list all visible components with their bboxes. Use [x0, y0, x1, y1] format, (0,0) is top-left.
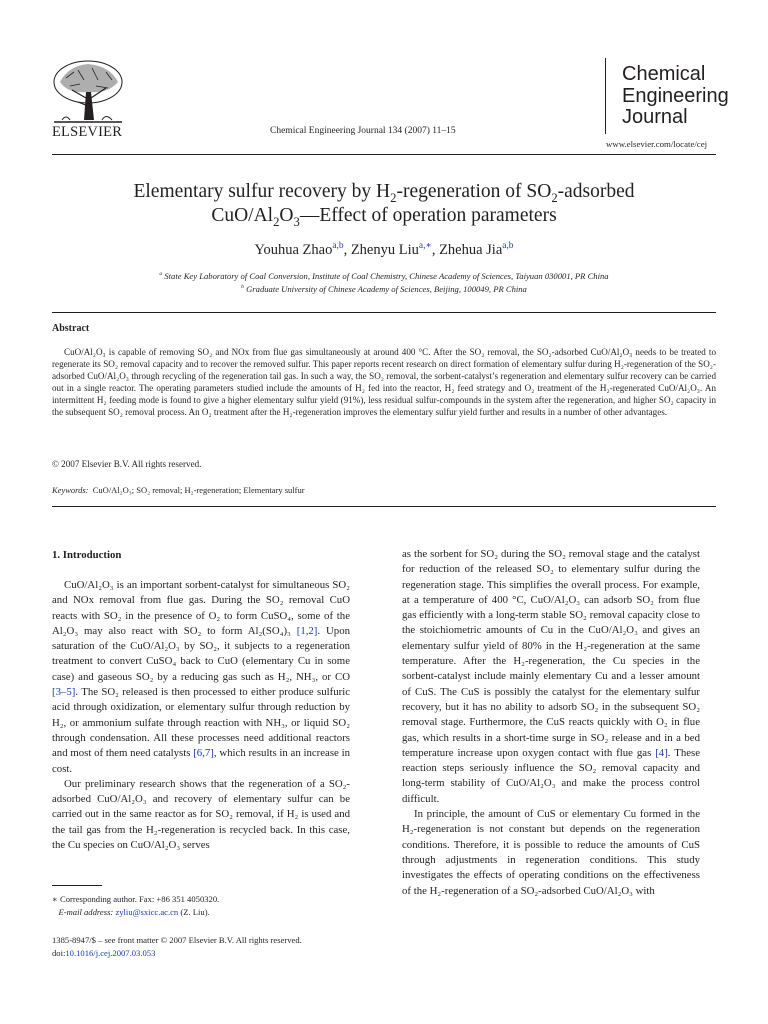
doi-link[interactable]: 10.1016/j.cej.2007.03.053	[65, 947, 156, 958]
citation-link[interactable]: [6,7]	[193, 747, 214, 760]
journal-title-rule	[605, 58, 606, 134]
elsevier-tree-logo	[48, 58, 128, 128]
affiliation-b: $^b$ Graduate University of Chinese Academy of Sciences, Beijing, 100049, PR China	[241, 284, 527, 294]
author-affil-link[interactable]: a,b	[332, 241, 344, 252]
citation-link[interactable]: [3–5]	[52, 686, 76, 699]
journal-title: Chemical Engineering Journal	[622, 63, 729, 128]
author-list: Youhua Zhao$^{a,b}$, Zhenyu Liu$^{a,∗}$, Zhehua Jia$^{a,b}$	[254, 241, 514, 258]
author-affil-link[interactable]: a,∗	[418, 241, 432, 252]
corresponding-author-footnote: ∗ Corresponding author. Fax: +86 351 4050320. E-mail address: zyliu@sxicc.ac.cn (Z. Liu).	[52, 894, 220, 917]
footnote-rule	[52, 885, 102, 886]
citation-link[interactable]: [4]	[655, 746, 668, 759]
author-name: Zhehua Jia	[439, 242, 503, 258]
author-affil-link[interactable]: a,b	[502, 241, 514, 252]
abstract-divider-top	[52, 312, 716, 313]
paragraph: Our preliminary research shows that the regeneration of a SO₂-adsorbed CuO/Al₂O₃ and recovery of elementary sulfur can be carried out in the same reactor as for SO₂ removal, if H₂ is used and the tail gas from the H₂-regeneration is recycled back. In this case, the Cu species on CuO/Al₂O₃ serves	[52, 777, 350, 852]
citation-link[interactable]: [1,2]	[296, 624, 318, 637]
abstract-copyright: © 2007 Elsevier B.V. All rights reserved.	[52, 459, 202, 469]
affiliation-a: $^a$ State Key Laboratory of Coal Conversion, Institute of Coal Chemistry, Chinese Academy of Sciences, Taiyuan 030001, PR China	[159, 271, 609, 281]
paragraph: CuO/Al₂O₃ is an important sorbent-catalyst for simultaneous SO₂ and NOx removal from flue gas. During the SO₂ removal CuO reacts with SO₂ in the presence of O₂ to form CuSO₄, some of the Al₂O₃ may also react with SO₂ to form Al₂(SO₄)₃ [1,2]. Upon saturation of the CuO/Al₂O₃ by SO₂, it subjects to a regeneration treatment to convert CuSO₄ back to CuO (elementary Cu in some case) and gaseous SO₂ by a reducing gas such as H₂, NH₃, or CO [3–5]. The SO₂ released is then processed to either produce sulfuric acid through oxidization, or elementary sulfur through reduction by H₂, or ammonium sulfate through reaction with NH₃, or liquid SO₂ through condensation. All these processes need additional reactors and most of them need catalysts [6,7], which results in an increase in cost.	[52, 579, 350, 775]
section-heading-introduction: 1. Introduction	[52, 549, 122, 561]
abstract-divider-bottom	[52, 506, 716, 507]
author-name: Youhua Zhao	[254, 242, 333, 258]
journal-url-link[interactable]: www.elsevier.com/locate/cej	[606, 139, 708, 149]
body-column-right	[402, 547, 700, 899]
paragraph: In principle, the amount of CuS or elementary Cu formed in the H₂-regeneration is not constant but depends on the regeneration conditions. Therefore, it is possible to reduce the amounts of CuS through adjustments in regeneration conditions. This study investigates the effects of operating conditions on the effectiveness of the H₂-regeneration of a SO₂-adsorbed CuO/Al₂O₃ with	[402, 808, 700, 897]
keywords: Keywords: CuO/Al₂O₃; SO₂ removal; H₂-regeneration; Elementary sulfur	[52, 485, 305, 495]
abstract-heading: Abstract	[52, 323, 90, 334]
publication-info: 1385-8947/$ – see front matter © 2007 Elsevier B.V. All rights reserved. doi:10.1016/j.cej.2007.03.053	[52, 935, 302, 958]
body-column-left	[52, 578, 350, 853]
author-name: Zhenyu Liu	[350, 242, 419, 258]
email-link[interactable]: zyliu@sxicc.ac.cn	[115, 906, 179, 917]
article-title: Elementary sulfur recovery by $H_2$-regeneration of $SO_2$-adsorbed CuO/$Al_2O_3—Effect$ of operation parameters	[133, 181, 635, 229]
journal-citation: Chemical Engineering Journal 134 (2007) 11–15	[270, 126, 456, 136]
publisher-name: ELSEVIER	[52, 124, 123, 140]
paragraph: as the sorbent for SO₂ during the SO₂ removal stage and the catalyst for reduction of the released SO₂ to elementary sulfur during the regeneration stage. This simplifies the overall process. For example, at a temperature of 400 °C, CuO/Al₂O₃ can adsorb SO₂ from flue gas efficiently with a long-term stable SO₂ removal capacity close to the stoichiometric amounts of Cu in the CuO/Al₂O₃ and gives an elementary sulfur yield of 80% in the H₂-regeneration at the same temperature. After the H₂-regeneration, the Cu species in the sorbent-catalyst include mainly elementary Cu and a lesser amount of CuS. The CuS is possibly the catalyst for the elementary sulfur recovery, but it has no ability to adsorb SO₂ in the subsequent SO₂ removal stage. Furthermore, the CuS reacts quickly with O₂ in flue gas, which results in a short-time surge in SO₂ release and in a bed temperature increase upon oxygen contact with flue gas [4]. These reaction steps seriously influence the SO₂ removal capacity and long-term stability of CuO/Al₂O₃ and make the process control difficult.	[402, 548, 700, 805]
abstract-text: CuO/Al₂O₃ is capable of removing SO₂ and NOx from flue gas simultaneously at around 400 °C. After the SO₂ removal, the SO₂-adsorbed CuO/Al₂O₃ needs to be treated to regenerate its SO₂ removal capacity and to recover the removed sulfur. This paper reports recent research on direct formation of elementary sulfur during H₂-regeneration of the SO₂-adsorbed CuO/Al₂O₃ through recycling of the regeneration tail gas. In such a way, the SO₂ removal, the sorbent-catalyst’s regeneration and elementary sulfur recovery can be carried out in a single reactor. The operating parameters studied include the amounts of H₂ fed into the reactor, H₂ feed strategy and O₂ treatment of the H₂-regenerated CuO/Al₂O₃. An intermittent H₂ feeding mode is found to give a higher elementary sulfur yield (91%), less residual sulfur-compounds in the system after the regeneration, and higher SO₂ capacity in the subsequent SO₂ removal process. An O₂ treatment after the H₂-regeneration improves the elementary sulfur yield further and results in a number of other advantages.	[52, 347, 716, 418]
header-divider	[52, 154, 716, 155]
